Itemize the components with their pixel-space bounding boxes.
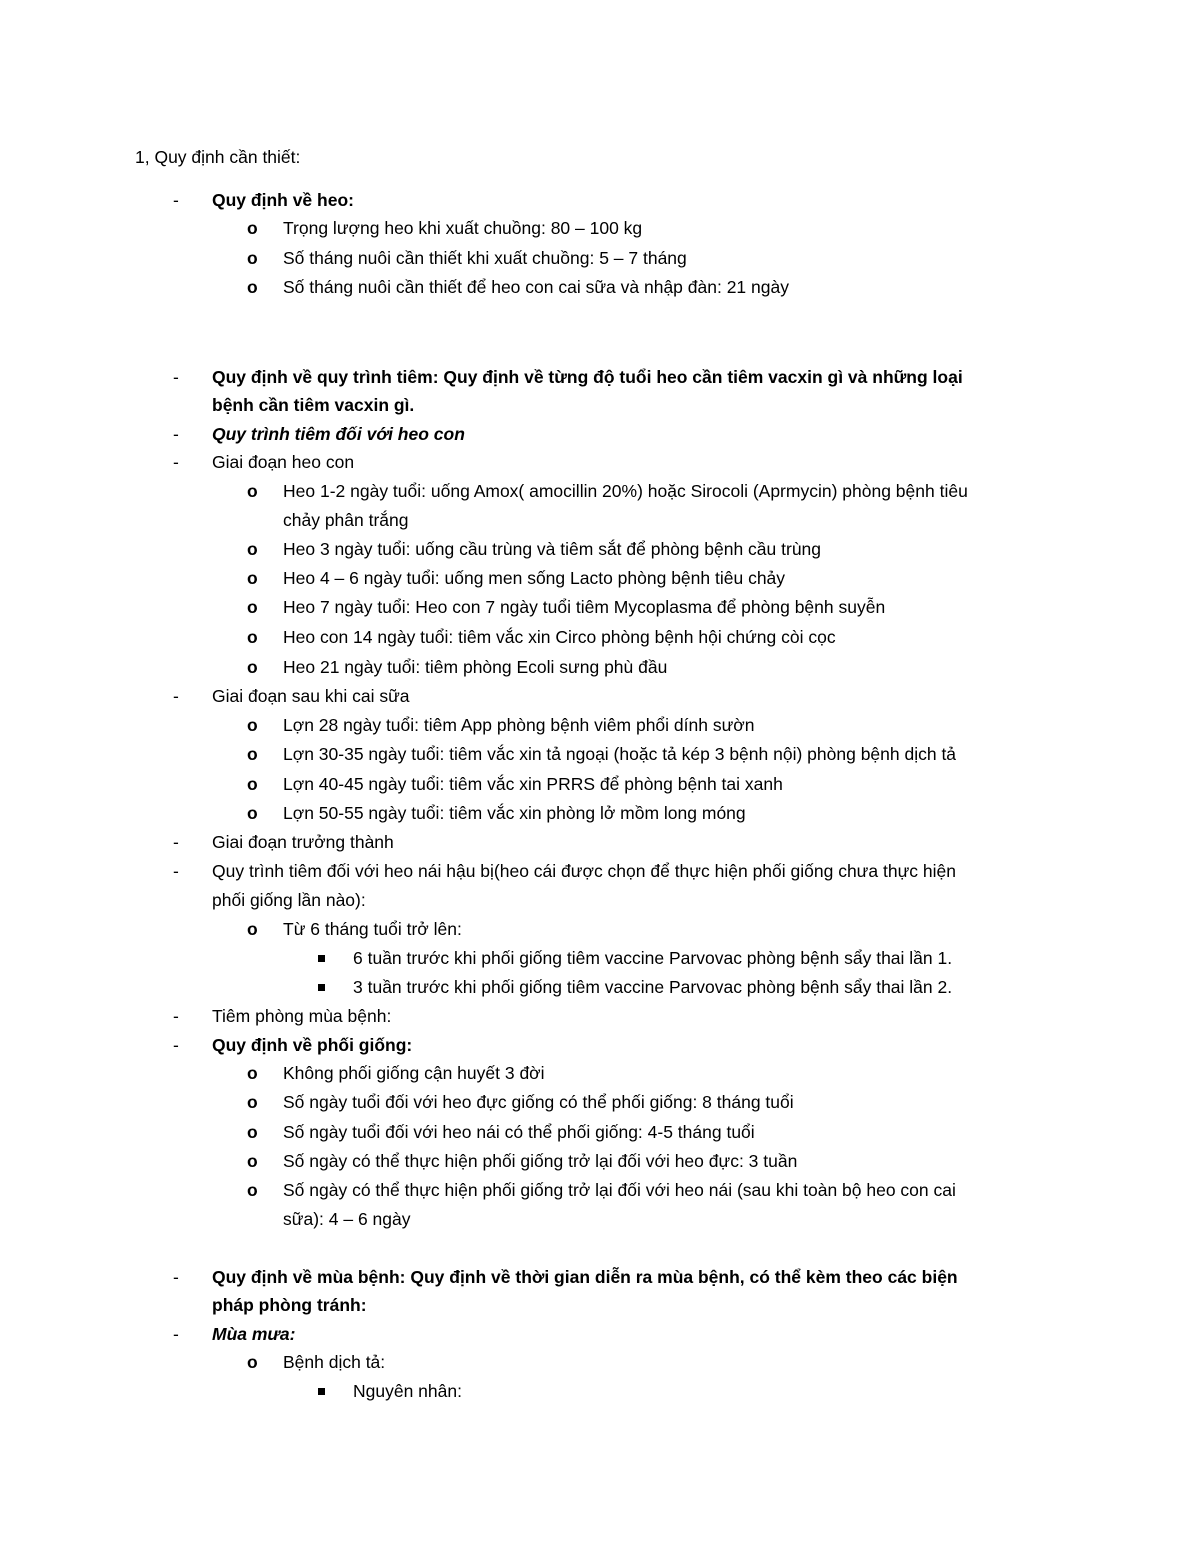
dash-bullet: - — [173, 190, 179, 210]
item-text: Giai đoạn trưởng thành — [212, 832, 394, 852]
item-text: Từ 6 tháng tuổi trở lên: — [283, 919, 462, 939]
circle-bullet: o — [247, 597, 258, 617]
item-text: Tiêm phòng mùa bệnh: — [212, 1006, 392, 1026]
circle-bullet: o — [247, 1063, 258, 1083]
item-text: Số ngày tuổi đối với heo đực giống có thể phối giống: 8 tháng tuổi — [283, 1092, 794, 1112]
circle-bullet: o — [247, 1151, 258, 1171]
circle-bullet: o — [247, 774, 258, 794]
item-text: Quy định về heo: — [212, 190, 354, 210]
dash-bullet: - — [173, 1324, 179, 1344]
item-text: Lợn 50-55 ngày tuổi: tiêm vắc xin phòng lở mồm long móng — [283, 803, 746, 823]
dash-bullet: - — [173, 1006, 179, 1026]
item-text: Bệnh dịch tả: — [283, 1352, 386, 1372]
item-text: Lợn 40-45 ngày tuổi: tiêm vắc xin PRRS để phòng bệnh tai xanh — [283, 774, 783, 794]
item-text: Trọng lượng heo khi xuất chuồng: 80 – 100 kg — [283, 218, 643, 238]
item-text: Quy trình tiêm đối với heo nái hậu bị(heo cái được chọn để thực hiện phối giống chưa thực hiện — [212, 861, 956, 881]
circle-bullet: o — [247, 657, 258, 677]
section-heading: 1, Quy định cần thiết: — [135, 147, 301, 167]
item-text: Quy trình tiêm đối với heo con — [212, 424, 465, 444]
dash-bullet: - — [173, 1035, 179, 1055]
item-text: phối giống lần nào): — [212, 890, 366, 910]
dash-bullet: - — [173, 832, 179, 852]
item-text: Heo 3 ngày tuổi: uống cầu trùng và tiêm sắt để phòng bệnh cầu trùng — [283, 539, 822, 559]
dash-bullet: - — [173, 424, 179, 444]
item-text: Giai đoạn heo con — [212, 452, 355, 472]
square-bullet — [318, 984, 325, 991]
item-text: Quy định về mùa bệnh: Quy định về thời gian diễn ra mùa bệnh, có thể kèm theo các biện — [212, 1267, 958, 1287]
item-text: Nguyên nhân: — [353, 1381, 462, 1401]
dash-bullet: - — [173, 861, 179, 881]
circle-bullet: o — [247, 277, 258, 297]
circle-bullet: o — [247, 715, 258, 735]
item-text: Giai đoạn sau khi cai sữa — [212, 686, 410, 706]
item-text: Quy định về phối giống: — [212, 1035, 413, 1055]
circle-bullet: o — [247, 218, 258, 238]
circle-bullet: o — [247, 627, 258, 647]
item-text: Heo 7 ngày tuổi: Heo con 7 ngày tuổi tiêm Mycoplasma để phòng bệnh suyễn — [283, 597, 886, 617]
circle-bullet: o — [247, 568, 258, 588]
item-text: 6 tuần trước khi phối giống tiêm vaccine Parvovac phòng bệnh sẩy thai lần 1. — [353, 948, 953, 968]
circle-bullet: o — [247, 481, 258, 501]
item-text: Quy định về quy trình tiêm: Quy định về từng độ tuổi heo cần tiêm vacxin gì và những loại — [212, 367, 963, 387]
item-text: Heo 4 – 6 ngày tuổi: uống men sống Lacto phòng bệnh tiêu chảy — [283, 568, 786, 588]
circle-bullet: o — [247, 744, 258, 764]
item-text: pháp phòng tránh: — [212, 1295, 367, 1315]
item-text: Số tháng nuôi cần thiết để heo con cai sữa và nhập đàn: 21 ngày — [283, 277, 789, 297]
item-text: Heo con 14 ngày tuổi: tiêm vắc xin Circo phòng bệnh hội chứng còi cọc — [283, 627, 836, 647]
item-text: Lợn 28 ngày tuổi: tiêm App phòng bệnh viêm phổi dính sườn — [283, 715, 755, 735]
circle-bullet: o — [247, 1092, 258, 1112]
item-text: Heo 21 ngày tuổi: tiêm phòng Ecoli sưng phù đầu — [283, 657, 668, 677]
item-text: Mùa mưa: — [212, 1324, 296, 1344]
item-text: Lợn 30-35 ngày tuổi: tiêm vắc xin tả ngoại (hoặc tả kép 3 bệnh nội) phòng bệnh dịch tả — [283, 744, 957, 764]
dash-bullet: - — [173, 367, 179, 387]
dash-bullet: - — [173, 686, 179, 706]
item-text: 3 tuần trước khi phối giống tiêm vaccine Parvovac phòng bệnh sẩy thai lần 2. — [353, 977, 953, 997]
circle-bullet: o — [247, 1180, 258, 1200]
square-bullet — [318, 1388, 325, 1395]
circle-bullet: o — [247, 803, 258, 823]
item-text: bệnh cần tiêm vacxin gì. — [212, 395, 415, 415]
dash-bullet: - — [173, 1267, 179, 1287]
item-text: Số ngày tuổi đối với heo nái có thể phối giống: 4-5 tháng tuổi — [283, 1122, 755, 1142]
item-text: Số tháng nuôi cần thiết khi xuất chuồng: 5 – 7 tháng — [283, 248, 687, 268]
circle-bullet: o — [247, 1352, 258, 1372]
circle-bullet: o — [247, 539, 258, 559]
item-text: Số ngày có thể thực hiện phối giống trở lại đối với heo đực: 3 tuần — [283, 1151, 798, 1171]
item-text: sữa): 4 – 6 ngày — [283, 1209, 411, 1229]
dash-bullet: - — [173, 452, 179, 472]
item-text: chảy phân trắng — [283, 510, 409, 530]
square-bullet — [318, 955, 325, 962]
circle-bullet: o — [247, 919, 258, 939]
circle-bullet: o — [247, 1122, 258, 1142]
item-text: Không phối giống cận huyết 3 đời — [283, 1063, 545, 1083]
item-text: Heo 1-2 ngày tuổi: uống Amox( amocillin 20%) hoặc Sirocoli (Aprmycin) phòng bệnh tiêu — [283, 481, 968, 501]
item-text: Số ngày có thể thực hiện phối giống trở lại đối với heo nái (sau khi toàn bộ heo con cai — [283, 1180, 956, 1200]
circle-bullet: o — [247, 248, 258, 268]
